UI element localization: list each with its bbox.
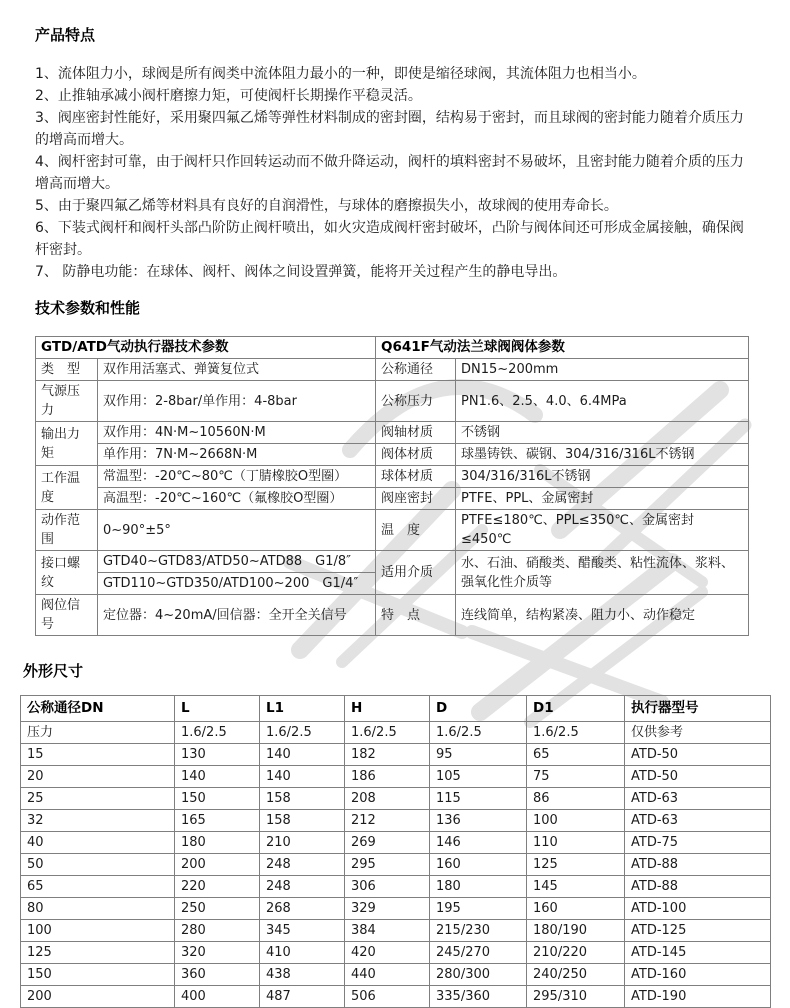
features-title: 产品特点: [35, 26, 96, 44]
dim-cell: 215/230: [430, 920, 527, 942]
dim-cell: ATD-63: [625, 810, 771, 832]
dim-cell: 执行器型号: [625, 696, 771, 722]
row-value: 水、石油、硝酸类、醋酸类、粘性流体、浆料、强氧化性介质等: [456, 551, 749, 595]
tech-header-left: GTD/ATD气动执行器技术参数: [36, 337, 376, 359]
dim-cell: 105: [430, 766, 527, 788]
dim-cell: 100: [21, 920, 175, 942]
row-value: 双作用：4N·M~10560N·M: [98, 422, 376, 444]
row-value: 常温型：-20℃~80℃（丁腈橡胶O型圈）: [98, 466, 376, 488]
dim-cell: ATD-145: [625, 942, 771, 964]
dim-cell: 40: [21, 832, 175, 854]
tech-params-table: [35, 336, 749, 636]
dim-cell: 150: [21, 964, 175, 986]
dim-cell: L: [175, 696, 260, 722]
dim-cell: 1.6/2.5: [260, 722, 345, 744]
table-row: [21, 920, 771, 942]
feature-item: 2、止推轴承减小阀杆磨擦力矩，可使阀杆长期操作平稳灵活。: [35, 88, 422, 104]
dim-cell: 125: [527, 854, 625, 876]
dim-cell: 335/360: [430, 986, 527, 1008]
dim-cell: 140: [260, 766, 345, 788]
dim-cell: 400: [175, 986, 260, 1008]
dim-cell: 180/190: [527, 920, 625, 942]
dim-cell: 75: [527, 766, 625, 788]
row-label: 类 型: [36, 359, 98, 381]
dim-cell: 248: [260, 876, 345, 898]
dim-cell: 136: [430, 810, 527, 832]
dim-cell: 165: [175, 810, 260, 832]
row-value: 连线简单，结构紧凑、阻力小、动作稳定: [456, 595, 749, 636]
dim-cell: 15: [21, 744, 175, 766]
row-value: 高温型：-20℃~160℃（氟橡胶O型圈）: [98, 488, 376, 510]
row-label: 阀座密封: [376, 488, 456, 510]
dim-cell: L1: [260, 696, 345, 722]
dim-cell: 95: [430, 744, 527, 766]
dim-cell: 25: [21, 788, 175, 810]
dim-cell: 200: [175, 854, 260, 876]
dim-cell: ATD-100: [625, 898, 771, 920]
dim-cell: ATD-50: [625, 744, 771, 766]
row-value: 单作用：7N·M~2668N·M: [98, 444, 376, 466]
table-row: [21, 898, 771, 920]
row-label: 输出力矩: [36, 422, 98, 466]
row-value: 不锈钢: [456, 422, 749, 444]
table-row: [21, 986, 771, 1008]
row-label: 公称压力: [376, 381, 456, 422]
dim-cell: 329: [345, 898, 430, 920]
dim-cell: 220: [175, 876, 260, 898]
row-label: 接口螺纹: [36, 551, 98, 595]
dim-cell: ATD-190: [625, 986, 771, 1008]
dim-cell: 150: [175, 788, 260, 810]
dim-cell: ATD-63: [625, 788, 771, 810]
dim-cell: 146: [430, 832, 527, 854]
dim-cell: 1.6/2.5: [430, 722, 527, 744]
dim-cell: 186: [345, 766, 430, 788]
dim-cell: 仅供参考: [625, 722, 771, 744]
dim-cell: 压力: [21, 722, 175, 744]
dimensions-table: [20, 695, 771, 1008]
table-row: [21, 942, 771, 964]
table-row: [21, 832, 771, 854]
row-value: PN1.6、2.5、4.0、6.4MPa: [456, 381, 749, 422]
dim-cell: 438: [260, 964, 345, 986]
dim-cell: 86: [527, 788, 625, 810]
dim-cell: 295: [345, 854, 430, 876]
row-value: 0~90°±5°: [98, 510, 376, 551]
table-row: [21, 788, 771, 810]
row-label: 阀轴材质: [376, 422, 456, 444]
row-value: 球墨铸铁、碳钢、304/316/316L不锈钢: [456, 444, 749, 466]
dim-cell: 180: [430, 876, 527, 898]
dim-cell: 360: [175, 964, 260, 986]
dim-cell: 158: [260, 810, 345, 832]
feature-item: 6、下装式阀杆和阀杆头部凸阶防止阀杆喷出，如火灾造成阀杆密封破坏，凸阶与阀体间还可形成金属接触，确保阀杆密封。: [35, 220, 744, 258]
dim-cell: 182: [345, 744, 430, 766]
row-label: 公称通径: [376, 359, 456, 381]
dim-cell: 306: [345, 876, 430, 898]
dim-cell: 269: [345, 832, 430, 854]
dim-cell: 140: [260, 744, 345, 766]
feature-item: 1、流体阻力小，球阀是所有阀类中流体阻力最小的一种，即使是缩径球阀，其流体阻力也相当小。: [35, 66, 646, 82]
row-value: 双作用活塞式、弹簧复位式: [98, 359, 376, 381]
row-value: GTD110~GTD350/ATD100~200 G1/4″: [98, 573, 376, 595]
row-value: PTFE、PPL、金属密封: [456, 488, 749, 510]
dim-cell: D: [430, 696, 527, 722]
dim-cell: 1.6/2.5: [527, 722, 625, 744]
dim-pressure-row: [21, 722, 771, 744]
feature-item: 3、阀座密封性能好，采用聚四氟乙烯等弹性材料制成的密封圈，结构易于密封，而且球阀的密封能力随着介质压力的增高而增大。: [35, 110, 744, 148]
dim-cell: 280: [175, 920, 260, 942]
dim-cell: 140: [175, 766, 260, 788]
dim-cell: 1.6/2.5: [175, 722, 260, 744]
dim-cell: 100: [527, 810, 625, 832]
tech-title: 技术参数和性能: [35, 299, 141, 317]
dim-cell: 115: [430, 788, 527, 810]
row-label: 温 度: [376, 510, 456, 551]
features-list: [35, 63, 753, 283]
table-row: [21, 876, 771, 898]
dim-cell: 487: [260, 986, 345, 1008]
dim-header-row: [21, 696, 771, 722]
row-label: 工作温度: [36, 466, 98, 510]
dim-cell: 200: [21, 986, 175, 1008]
dim-cell: ATD-75: [625, 832, 771, 854]
dim-cell: 110: [527, 832, 625, 854]
dim-cell: 506: [345, 986, 430, 1008]
dim-cell: 公称通径DN: [21, 696, 175, 722]
dim-cell: 420: [345, 942, 430, 964]
row-value: PTFE≤180℃、PPL≤350℃、金属密封≤450℃: [456, 510, 749, 551]
dim-cell: 210/220: [527, 942, 625, 964]
row-value: DN15~200mm: [456, 359, 749, 381]
tech-header-right: Q641F气动法兰球阀阀体参数: [376, 337, 749, 359]
row-label: 特 点: [376, 595, 456, 636]
feature-item: 5、由于聚四氟乙烯等材料具有良好的自润滑性，与球体的磨擦损失小，故球阀的使用寿命长。: [35, 198, 618, 214]
dim-cell: 80: [21, 898, 175, 920]
dim-cell: ATD-125: [625, 920, 771, 942]
dim-cell: 20: [21, 766, 175, 788]
row-label: 动作范围: [36, 510, 98, 551]
row-label: 阀体材质: [376, 444, 456, 466]
row-value: 304/316/316L不锈钢: [456, 466, 749, 488]
row-value: 定位器：4~20mA/回信器：全开全关信号: [98, 595, 376, 636]
dim-cell: 345: [260, 920, 345, 942]
table-row: [21, 744, 771, 766]
dim-cell: D1: [527, 696, 625, 722]
feature-item: 7、 防静电功能：在球体、阀杆、阀体之间设置弹簧，能将开关过程产生的静电导出。: [35, 264, 567, 280]
dim-cell: 212: [345, 810, 430, 832]
dim-cell: 245/270: [430, 942, 527, 964]
row-label: 阀位信号: [36, 595, 98, 636]
dim-cell: 125: [21, 942, 175, 964]
dim-cell: 1.6/2.5: [345, 722, 430, 744]
dim-cell: 268: [260, 898, 345, 920]
dim-cell: 195: [430, 898, 527, 920]
row-value: 双作用：2-8bar/单作用：4-8bar: [98, 381, 376, 422]
dim-cell: 50: [21, 854, 175, 876]
dim-cell: 410: [260, 942, 345, 964]
dim-cell: 65: [21, 876, 175, 898]
dim-cell: ATD-88: [625, 854, 771, 876]
dim-cell: 158: [260, 788, 345, 810]
dim-cell: 180: [175, 832, 260, 854]
dim-cell: 160: [430, 854, 527, 876]
row-label: 球体材质: [376, 466, 456, 488]
dim-cell: 240/250: [527, 964, 625, 986]
dim-cell: 32: [21, 810, 175, 832]
dim-cell: 208: [345, 788, 430, 810]
dim-cell: 280/300: [430, 964, 527, 986]
dim-cell: H: [345, 696, 430, 722]
table-row: [21, 766, 771, 788]
row-label: 适用介质: [376, 551, 456, 595]
feature-item: 4、阀杆密封可靠，由于阀杆只作回转运动而不做升降运动，阀杆的填料密封不易破坏，且密封能力随着介质的压力增高而增大。: [35, 154, 744, 192]
table-row: [21, 810, 771, 832]
row-label: 气源压力: [36, 381, 98, 422]
dim-cell: 295/310: [527, 986, 625, 1008]
dim-cell: 320: [175, 942, 260, 964]
dim-cell: 384: [345, 920, 430, 942]
dim-cell: 210: [260, 832, 345, 854]
dim-cell: 160: [527, 898, 625, 920]
dims-title: 外形尺寸: [23, 662, 84, 680]
dim-cell: 440: [345, 964, 430, 986]
dim-cell: 248: [260, 854, 345, 876]
table-row: [21, 854, 771, 876]
dim-table-body: [21, 696, 771, 1008]
dim-cell: ATD-50: [625, 766, 771, 788]
dim-cell: 145: [527, 876, 625, 898]
row-value: GTD40~GTD83/ATD50~ATD88 G1/8″: [98, 551, 376, 573]
dim-cell: ATD-88: [625, 876, 771, 898]
table-row: [21, 964, 771, 986]
dim-cell: 250: [175, 898, 260, 920]
dim-cell: 130: [175, 744, 260, 766]
dim-cell: ATD-160: [625, 964, 771, 986]
dim-cell: 65: [527, 744, 625, 766]
